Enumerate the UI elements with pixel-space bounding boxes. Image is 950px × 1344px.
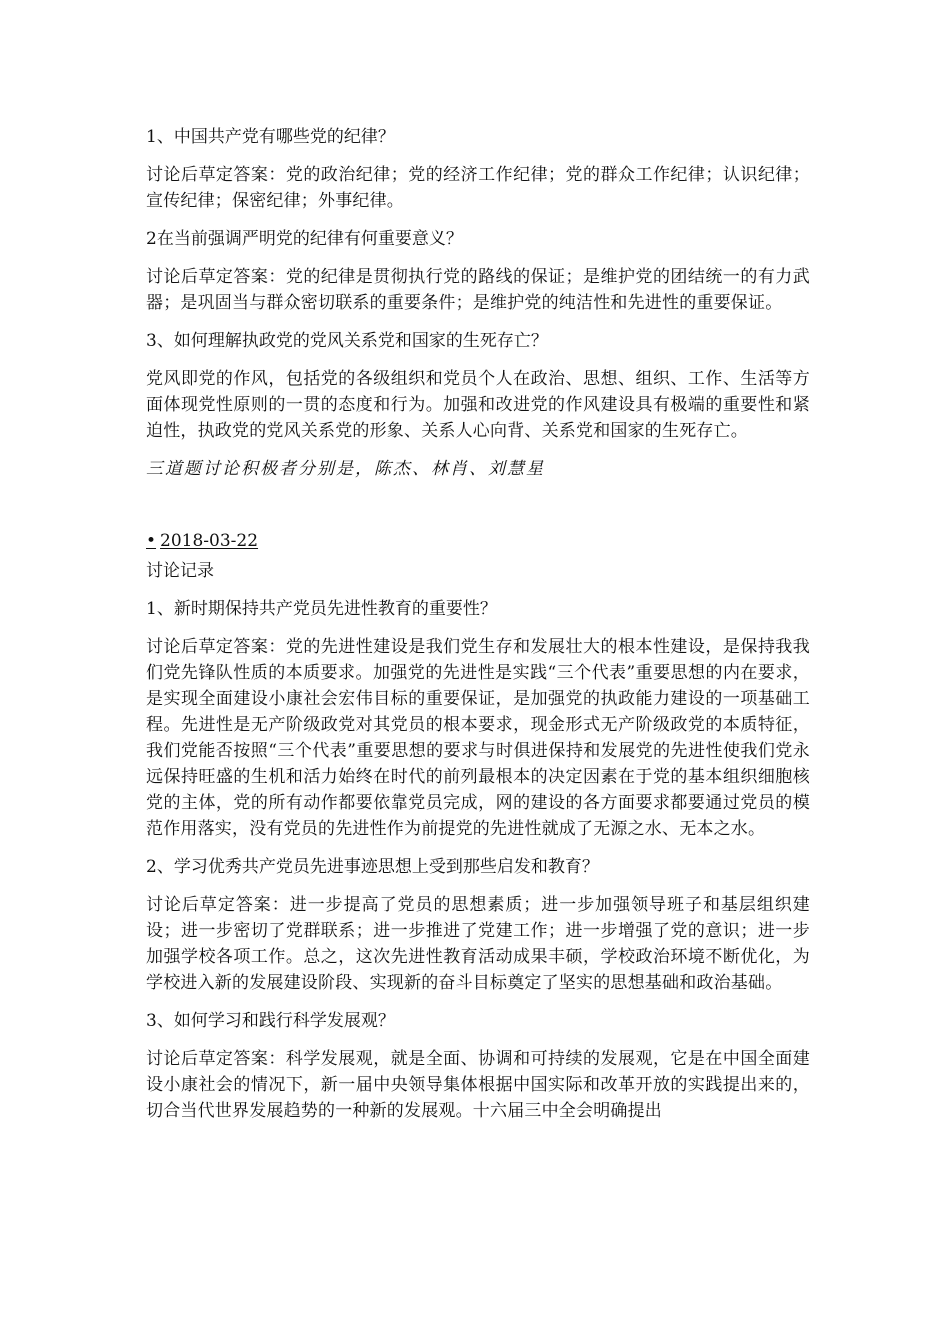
question-2: 2在当前强调严明党的纪律有何重要意义？ [146,229,463,249]
answer-3: 党风即党的作风，包括党的各级组织和党员个人在政治、思想、组织、工作、生活等方面体现党性原则的一贯的态度和行为。加强和改进党的作风建设具有极端的重要性和紧迫性，执政党的党风关系党的形象、关系人心向背、关系党和国家的生死存亡。 [146,369,810,441]
date-bullet: • [146,531,157,551]
document-page [146,124,810,1136]
record-date [146,528,258,554]
question-6: 3、如何学习和践行科学发展观？ [146,1011,395,1031]
answer-4: 讨论后草定答案：党的先进性建设是我们党生存和发展壮大的根本性建设，是保持我我们党先锋队性质的本质要求。加强党的先进性是实践“三个代表”重要思想的内在要求，是实现全面建设小康社会宏伟目标的重要保证，是加强党的执政能力建设的一项基础工程。先进性是无产阶级政党对其党员的根本要求，现金形式无产阶级政党的本质特征，我们党能否按照“三个代表”重要思想的要求与时俱进保持和发展党的先进性使我们党永远保持旺盛的生机和活力始终在时代的前列最根本的决定因素在于党的基本组织细胞核党的主体，党的所有动作都要依靠党员完成，网的建设的各方面要求都要通过党员的模范作用落实，没有党员的先进性作为前提党的先进性就成了无源之水、无本之水。 [146,637,810,839]
question-4: 1、新时期保持共产党员先进性教育的重要性？ [146,599,497,619]
question-1: 1、中国共产党有哪些党的纪律？ [146,127,395,147]
answer-2: 讨论后草定答案：党的纪律是贯彻执行党的路线的保证；是维护党的团结统一的有力武器；是巩固当与群众密切联系的重要条件；是维护党的纯洁性和先进性的重要保证。 [146,267,810,313]
answer-1: 讨论后草定答案：党的政治纪律；党的经济工作纪律；党的群众工作纪律；认识纪律；宣传纪律；保密纪律；外事纪律。 [146,165,810,211]
answer-6: 讨论后草定答案：科学发展观，就是全面、协调和可持续的发展观，它是在中国全面建设小康社会的情况下，新一届中央领导集体根据中国实际和改革开放的实践提出来的，切合当代世界发展趋势的一种新的发展观。十六届三中全会明确提出 [146,1049,810,1121]
question-3: 3、如何理解执政党的党风关系党和国家的生死存亡？ [146,331,548,351]
record-heading: 讨论记录 [146,561,214,581]
date-text: 2018-03-22 [160,531,259,551]
answer-5: 讨论后草定答案：进一步提高了党员的思想素质；进一步加强领导班子和基层组织建设；进一步密切了党群联系；进一步推进了党建工作；进一步增强了党的意识；进一步加强学校各项工作。总之，这次先进性教育活动成果丰硕，学校政治环境不断优化，为学校进入新的发展建设阶段、实现新的奋斗目标奠定了坚实的思想基础和政治基础。 [146,895,810,993]
participants-note: 三道题讨论积极者分别是，陈杰、林肖、刘慧星 [146,459,545,479]
section-gap [146,494,810,528]
question-5: 2、学习优秀共产党员先进事迹思想上受到那些启发和教育？ [146,857,599,877]
